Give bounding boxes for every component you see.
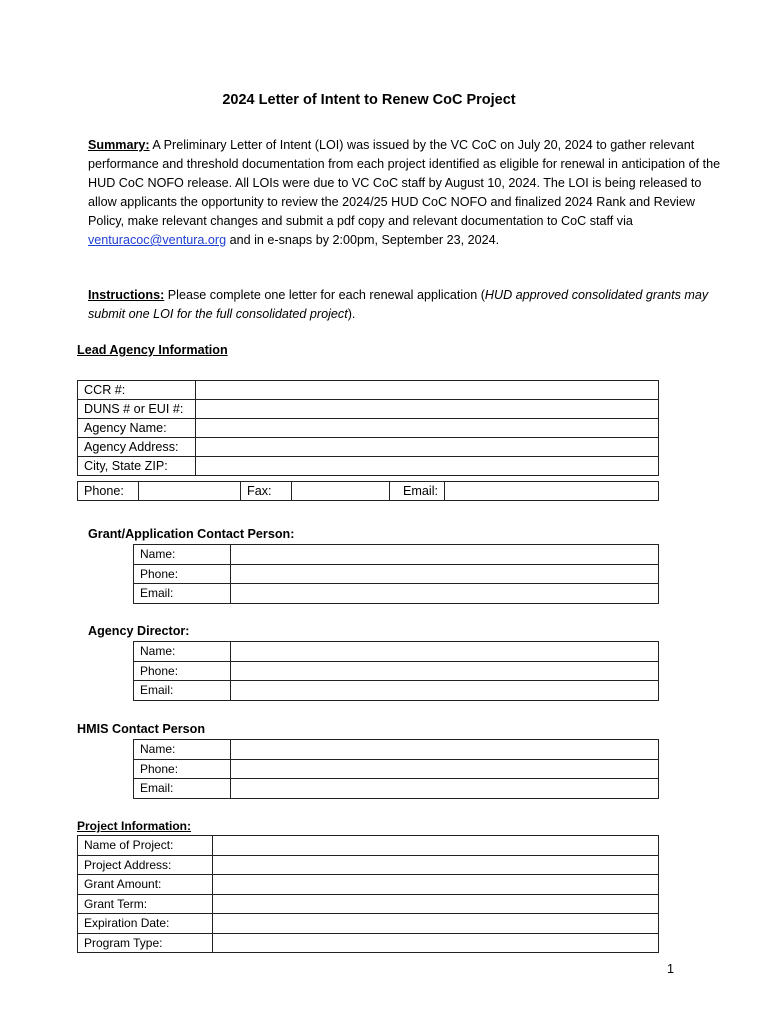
instructions-text: Please complete one letter for each renewal application (	[164, 288, 485, 302]
fax-label: Fax:	[241, 482, 292, 501]
hmis-email-input[interactable]	[231, 779, 659, 799]
project-name-input[interactable]	[213, 836, 659, 856]
ccr-input[interactable]	[196, 381, 659, 400]
agency-address-input[interactable]	[196, 438, 659, 457]
summary-text-end: and in e-snaps by 2:00pm, September 23, 2024.	[226, 233, 500, 247]
field-label: CCR #:	[78, 381, 196, 400]
summary-text: A Preliminary Letter of Intent (LOI) was issued by the VC CoC on July 20, 2024 to gather relevant performance and threshold documentation from each project identified as eligible for renewal in anticipation of the HUD CoC NOFO release. All LOIs were due to VC CoC staff by August 10, 2024. The LOI is being released to allow applicants the opportunity to review the 2024/25 HUD CoC NOFO and finalized 2024 Rank and Review Policy, make relevant changes and submit a pdf copy and relevant documentation to CoC staff via	[88, 138, 721, 228]
table-row	[78, 855, 659, 875]
grant-contact-heading: Grant/Application Contact Person:	[88, 527, 295, 541]
email-label: Email:	[390, 482, 445, 501]
field-label: Email:	[134, 779, 231, 799]
table-row	[78, 457, 659, 476]
project-address-input[interactable]	[213, 855, 659, 875]
table-row	[78, 400, 659, 419]
duns-input[interactable]	[196, 400, 659, 419]
table-row	[134, 564, 659, 584]
field-label: Grant Term:	[78, 894, 213, 914]
hmis-contact-heading: HMIS Contact Person	[77, 722, 206, 736]
hmis-contact-table	[133, 739, 659, 799]
agency-director-table	[133, 641, 659, 701]
fax-input[interactable]	[292, 482, 390, 501]
grant-contact-table	[133, 544, 659, 604]
grant-term-input[interactable]	[213, 894, 659, 914]
email-link[interactable]: venturacoc@ventura.org	[88, 233, 227, 247]
director-name-input[interactable]	[231, 642, 659, 662]
director-phone-input[interactable]	[231, 661, 659, 681]
table-row	[78, 381, 659, 400]
table-row	[134, 584, 659, 604]
agency-director-heading: Agency Director:	[88, 624, 190, 638]
email-input[interactable]	[445, 482, 659, 501]
table-row	[78, 419, 659, 438]
table-row	[134, 779, 659, 799]
field-label: Phone:	[134, 661, 231, 681]
grant-contact-name-input[interactable]	[231, 545, 659, 565]
field-label: Grant Amount:	[78, 875, 213, 895]
city-state-zip-input[interactable]	[196, 457, 659, 476]
instructions-italic: HUD approved consolidated grants may submit one LOI for the full consolidated project	[88, 288, 709, 321]
phone-label: Phone:	[78, 482, 139, 501]
instructions-paragraph	[88, 286, 728, 324]
grant-amount-input[interactable]	[213, 875, 659, 895]
page-number: 1	[667, 962, 675, 976]
summary-paragraph	[88, 136, 728, 250]
grant-contact-email-input[interactable]	[231, 584, 659, 604]
director-email-input[interactable]	[231, 681, 659, 701]
page-title: 2024 Letter of Intent to Renew CoC Project	[222, 92, 516, 108]
phone-input[interactable]	[139, 482, 241, 501]
field-label: Name:	[134, 545, 231, 565]
field-label: Agency Address:	[78, 438, 196, 457]
lead-agency-table	[77, 380, 659, 476]
field-label: Phone:	[134, 759, 231, 779]
expiration-date-input[interactable]	[213, 914, 659, 934]
project-info-table	[77, 835, 659, 953]
table-row	[78, 482, 659, 501]
field-label: Name:	[134, 642, 231, 662]
table-row	[78, 914, 659, 934]
program-type-input[interactable]	[213, 933, 659, 953]
table-row	[78, 933, 659, 953]
table-row	[78, 894, 659, 914]
summary-label: Summary:	[88, 138, 150, 152]
table-row	[78, 875, 659, 895]
field-label: Agency Name:	[78, 419, 196, 438]
table-row	[134, 642, 659, 662]
hmis-phone-input[interactable]	[231, 759, 659, 779]
table-row	[134, 661, 659, 681]
field-label: Email:	[134, 681, 231, 701]
field-label: DUNS # or EUI #:	[78, 400, 196, 419]
field-label: Phone:	[134, 564, 231, 584]
hmis-name-input[interactable]	[231, 740, 659, 760]
field-label: Project Address:	[78, 855, 213, 875]
field-label: City, State ZIP:	[78, 457, 196, 476]
table-row	[78, 836, 659, 856]
field-label: Name of Project:	[78, 836, 213, 856]
project-info-heading: Project Information:	[77, 819, 192, 833]
table-row	[134, 759, 659, 779]
agency-name-input[interactable]	[196, 419, 659, 438]
table-row	[134, 681, 659, 701]
lead-agency-contact-row	[77, 481, 659, 501]
grant-contact-phone-input[interactable]	[231, 564, 659, 584]
instructions-end: ).	[347, 307, 356, 321]
table-row	[78, 438, 659, 457]
field-label: Program Type:	[78, 933, 213, 953]
field-label: Name:	[134, 740, 231, 760]
instructions-label: Instructions:	[88, 288, 165, 302]
field-label: Email:	[134, 584, 231, 604]
table-row	[134, 740, 659, 760]
lead-agency-heading: Lead Agency Information	[77, 343, 228, 357]
table-row	[134, 545, 659, 565]
field-label: Expiration Date:	[78, 914, 213, 934]
